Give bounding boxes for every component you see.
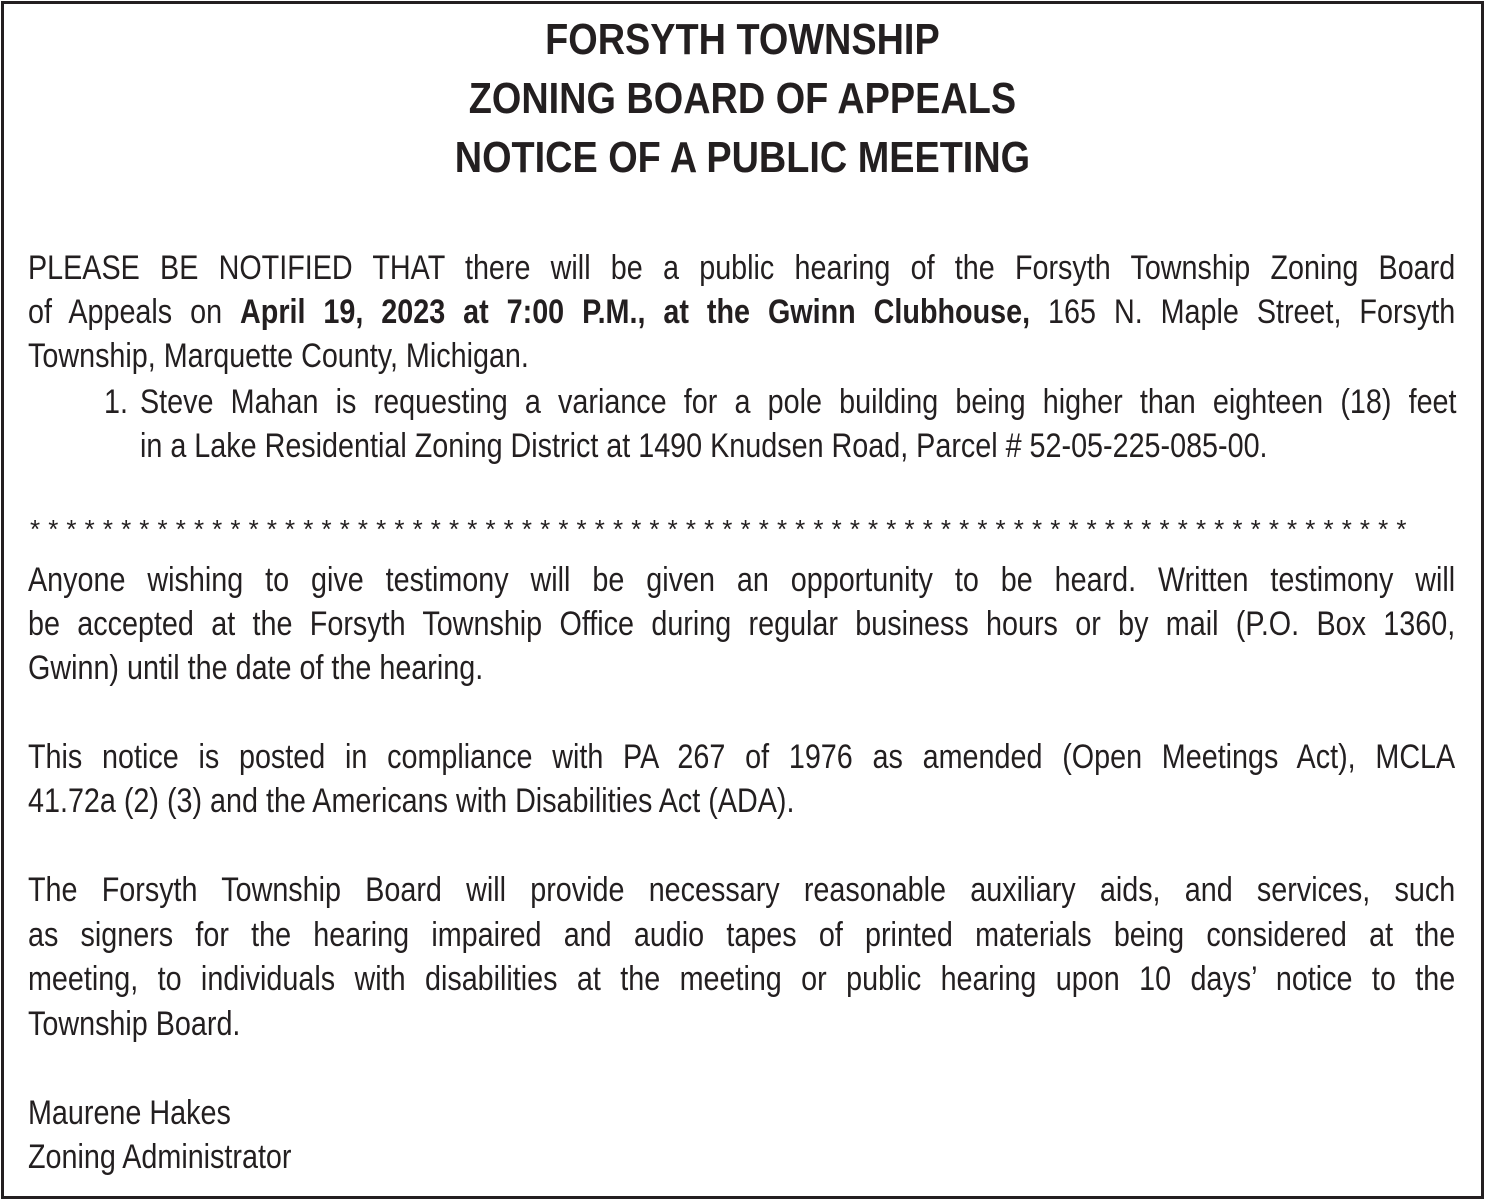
testimony-line-3: Gwinn) until the date of the hearing.: [28, 649, 484, 687]
item-line-1: Steve Mahan is requesting a variance for a pole building being higher than eighteen (18) feet: [140, 383, 1457, 421]
ada-line-4: Township Board.: [28, 1005, 241, 1043]
notice-line-1: PLEASE BE NOTIFIED THAT there will be a public hearing of the Forsyth Township Zoning Board: [28, 249, 1456, 287]
separator-asterisks: ****************************************************************************: [30, 514, 1415, 544]
ada-line-1: The Forsyth Township Board will provide necessary reasonable auxiliary aids, and services, such: [28, 871, 1456, 909]
notice-address: 165 N. Maple Street, Forsyth: [1030, 293, 1456, 331]
notice-line-3: Township, Marquette County, Michigan.: [28, 337, 529, 375]
signature-name: Maurene Hakes: [28, 1094, 231, 1132]
testimony-line-2: be accepted at the Forsyth Township Office during regular business hours or by mail (P.O. Box 1360,: [28, 605, 1456, 643]
title-board: ZONING BOARD OF APPEALS: [468, 74, 1017, 123]
testimony-line-1: Anyone wishing to give testimony will be given an opportunity to be heard. Written testimony will: [28, 561, 1456, 599]
title-notice: NOTICE OF A PUBLIC MEETING: [454, 133, 1031, 182]
item-number: 1.: [104, 383, 128, 421]
ada-line-3: meeting, to individuals with disabilities at the meeting or public hearing upon 10 days’ notice to the: [28, 960, 1456, 998]
notice-line-2: [28, 289, 1455, 335]
compliance-line-2: 41.72a (2) (3) and the Americans with Disabilities Act (ADA).: [28, 782, 795, 820]
signature-title: Zoning Administrator: [28, 1138, 292, 1176]
ada-line-2: as signers for the hearing impaired and audio tapes of printed materials being considered at the: [28, 916, 1456, 954]
meeting-date-location: April 19, 2023 at 7:00 P.M., at the Gwinn Clubhouse,: [240, 293, 1031, 331]
notice-text: of Appeals on: [28, 293, 241, 331]
item-line-2: in a Lake Residential Zoning District at 1490 Knudsen Road, Parcel # 52-05-225-085-00.: [140, 427, 1268, 465]
compliance-line-1: This notice is posted in compliance with PA 267 of 1976 as amended (Open Meetings Act), MCLA: [28, 738, 1456, 776]
title-township: FORSYTH TOWNSHIP: [545, 15, 940, 64]
